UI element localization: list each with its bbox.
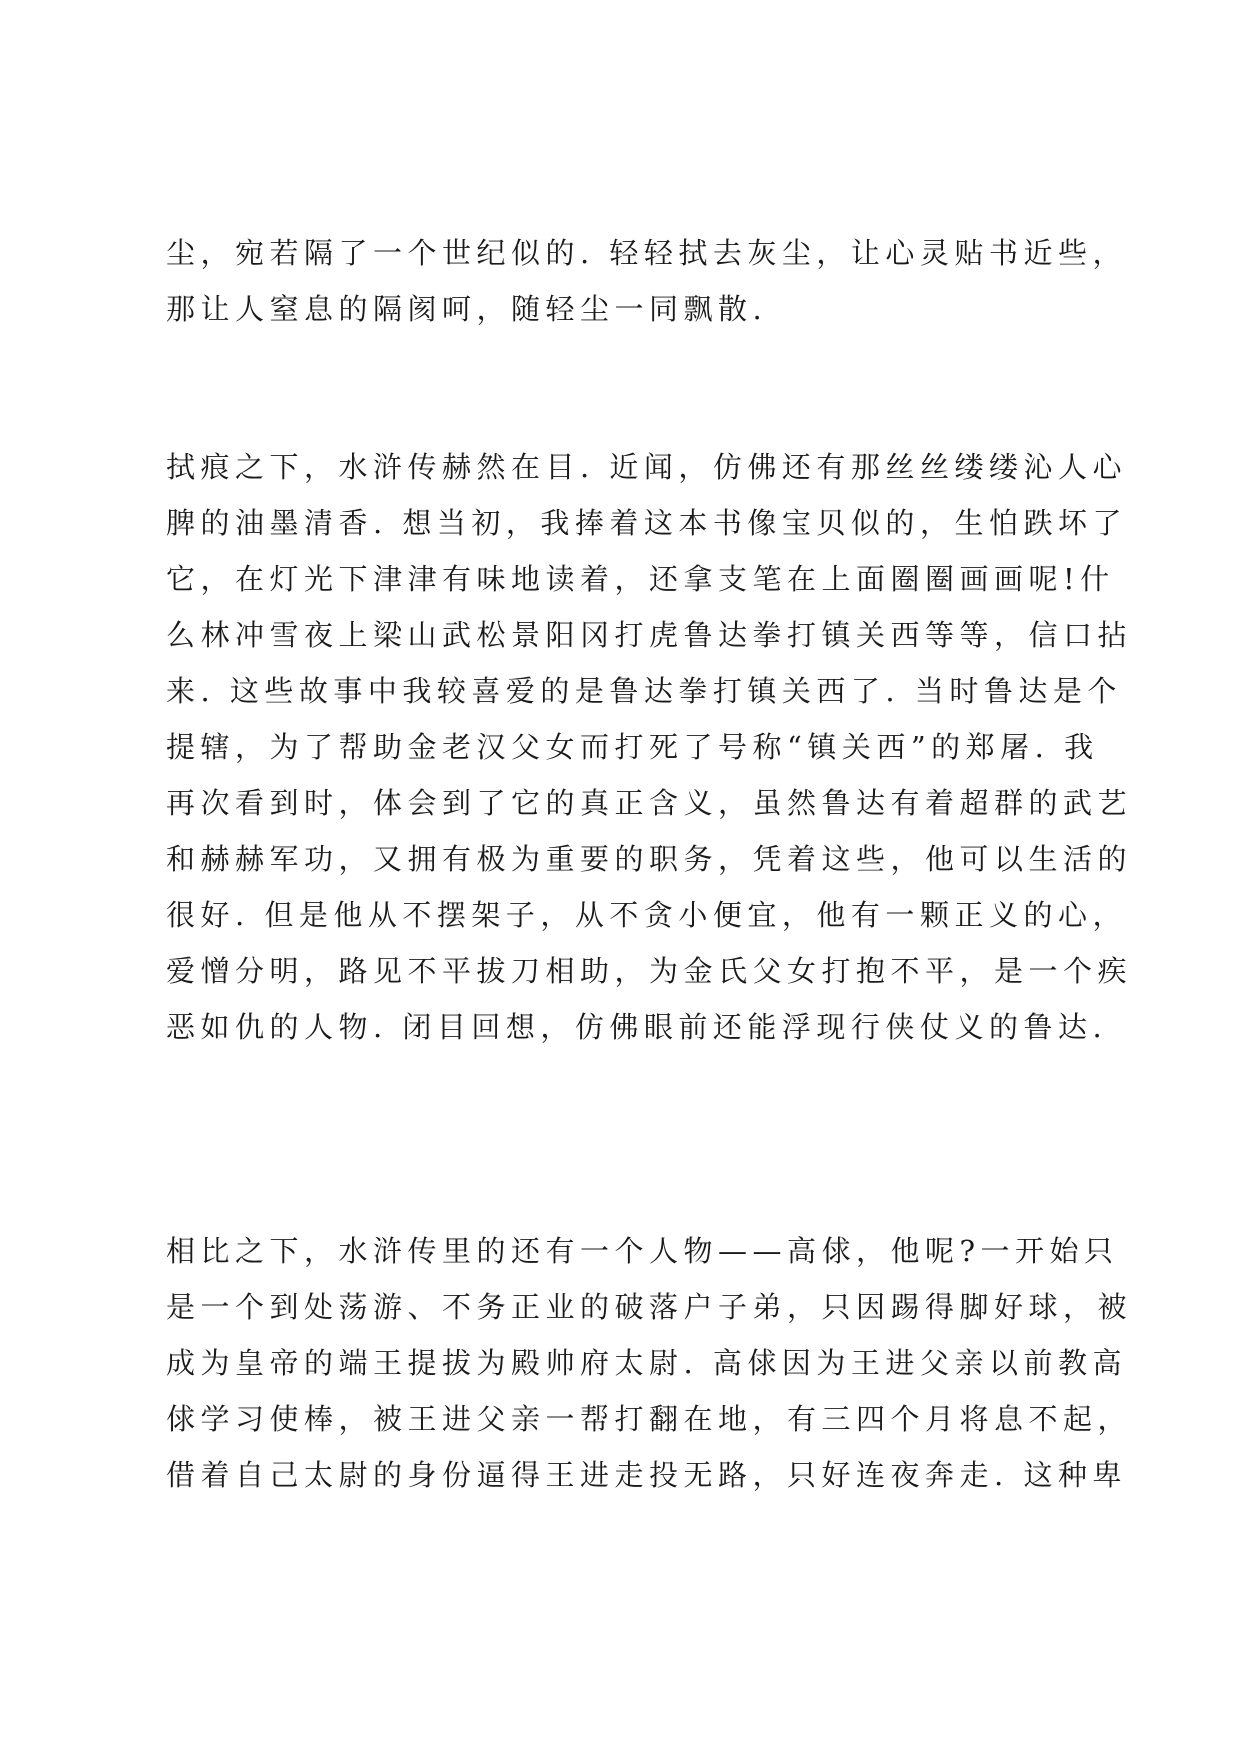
text-line: 借着自己太尉的身份逼得王进走投无路，只好连夜奔走. 这种卑	[166, 1458, 1127, 1492]
paragraph-1	[166, 225, 1127, 337]
paragraph-2	[166, 439, 1133, 1055]
text-line: 拭痕之下，水浒传赫然在目. 近闻，仿佛还有那丝丝缕缕沁人心	[166, 450, 1127, 484]
text-line: 和赫赫军功，又拥有极为重要的职务，凭着这些，他可以生活的	[166, 842, 1133, 876]
text-line: 相比之下，水浒传里的还有一个人物——高俅，他呢?一开始只	[166, 1234, 1119, 1268]
text-line: 再次看到时，体会到了它的真正含义，虽然鲁达有着超群的武艺	[166, 786, 1133, 820]
text-line: 成为皇帝的端王提拔为殿帅府太尉. 高俅因为王进父亲以前教高	[166, 1346, 1127, 1380]
text-line: 那让人窒息的隔阂呵，随轻尘一同飘散.	[166, 292, 768, 326]
text-line: 它，在灯光下津津有味地读着，还拿支笔在上面圈圈画画呢!什	[166, 562, 1115, 596]
text-line: 恶如仇的人物. 闭目回想，仿佛眼前还能浮现行侠仗义的鲁达.	[166, 1010, 1108, 1044]
paragraph-3	[166, 1223, 1133, 1503]
text-line: 来. 这些故事中我较喜爱的是鲁达拳打镇关西了. 当时鲁达是个	[166, 674, 1122, 708]
text-line: 提辖，为了帮助金老汉父女而打死了号称“镇关西”的郑屠. 我	[166, 730, 1099, 764]
text-line: 俅学习使棒，被王进父亲一帮打翻在地，有三四个月将息不起，	[166, 1402, 1133, 1436]
text-line: 脾的油墨清香. 想当初，我捧着这本书像宝贝似的，生怕跌坏了	[166, 506, 1127, 540]
text-line: 尘，宛若隔了一个世纪似的. 轻轻拭去灰尘，让心灵贴书近些，	[166, 236, 1127, 270]
text-line: 爱憎分明，路见不平拔刀相助，为金氏父女打抱不平，是一个疾	[166, 954, 1133, 988]
text-line: 很好. 但是他从不摆架子，从不贪小便宜，他有一颗正义的心，	[166, 898, 1127, 932]
text-line: 么林冲雪夜上梁山武松景阳冈打虎鲁达拳打镇关西等等，信口拈	[166, 618, 1133, 652]
text-line: 是一个到处荡游、不务正业的破落户子弟，只因踢得脚好球，被	[166, 1290, 1133, 1324]
